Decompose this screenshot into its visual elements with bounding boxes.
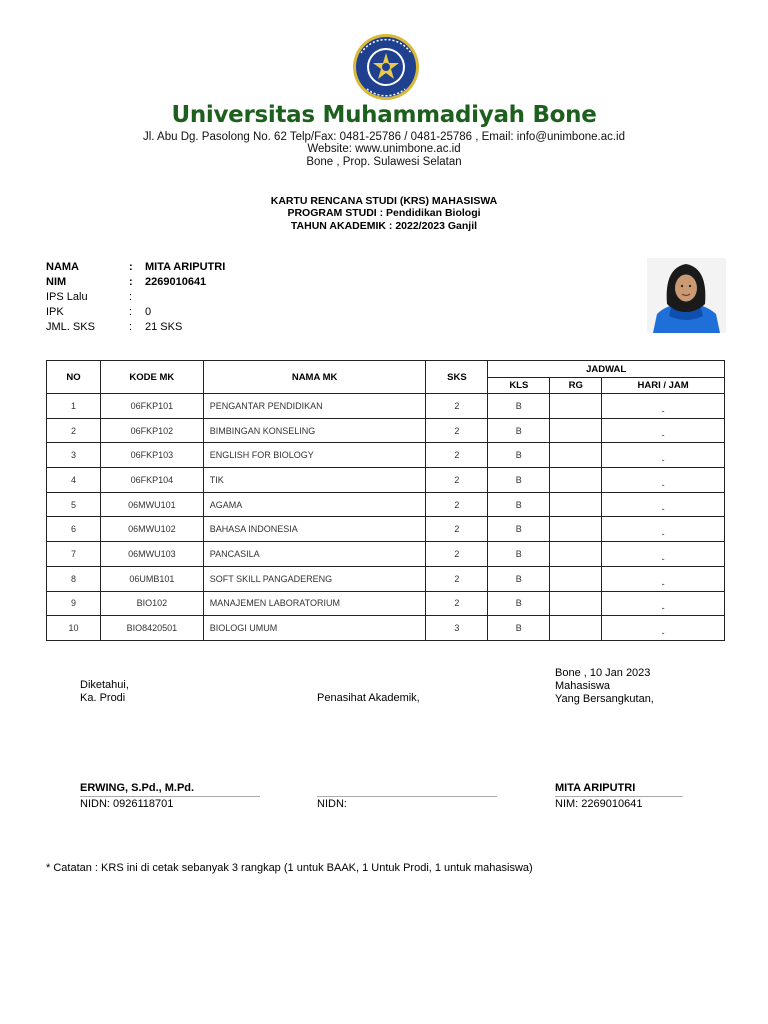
- table-row: [47, 443, 725, 468]
- colon: :: [129, 305, 133, 318]
- cell-kls: B: [488, 542, 550, 567]
- colon: :: [129, 290, 133, 303]
- address-line: Jl. Abu Dg. Pasolong No. 62 Telp/Fax: 0481-25786 / 0481-25786 , Email: info@unimbone.ac.id: [143, 131, 625, 143]
- cell-rg: [550, 394, 602, 419]
- table-row: [47, 566, 725, 591]
- cell-kode-mk: 06UMB101: [100, 566, 203, 591]
- colon: :: [129, 320, 133, 333]
- krs-table: [46, 360, 725, 641]
- table-row: [47, 542, 725, 567]
- cell-hari-jam: -: [602, 591, 725, 616]
- cell-hari-jam: -: [602, 394, 725, 419]
- cell-no: 8: [47, 566, 101, 591]
- ips-label: IPS Lalu: [46, 290, 88, 303]
- pa-signature-line: [317, 796, 497, 797]
- cell-sks: 2: [426, 394, 488, 419]
- prodi-nidn: NIDN: 0926118701: [80, 798, 174, 810]
- cell-nama-mk: ENGLISH FOR BIOLOGY: [203, 443, 426, 468]
- cell-kls: B: [488, 468, 550, 493]
- cell-no: 10: [47, 616, 101, 641]
- cell-no: 5: [47, 492, 101, 517]
- cell-rg: [550, 418, 602, 443]
- cell-kode-mk: 06MWU103: [100, 542, 203, 567]
- cell-rg: [550, 468, 602, 493]
- cell-sks: 2: [426, 418, 488, 443]
- cell-rg: [550, 517, 602, 542]
- prodi-signature-block: [80, 679, 129, 705]
- student-info: [46, 259, 225, 334]
- header-sks: SKS: [426, 361, 488, 394]
- cell-sks: 2: [426, 468, 488, 493]
- header-rg: RG: [550, 378, 602, 394]
- cell-no: 4: [47, 468, 101, 493]
- info-row-ips: [46, 289, 225, 304]
- table-row: [47, 468, 725, 493]
- nim-label: NIM: [46, 275, 67, 288]
- cell-nama-mk: AGAMA: [203, 492, 426, 517]
- cell-rg: [550, 492, 602, 517]
- cell-kode-mk: 06FKP101: [100, 394, 203, 419]
- header-kls: KLS: [488, 378, 550, 394]
- cell-sks: 2: [426, 443, 488, 468]
- cell-kls: B: [488, 566, 550, 591]
- cell-nama-mk: BIOLOGI UMUM: [203, 616, 426, 641]
- cell-kode-mk: 06MWU101: [100, 492, 203, 517]
- cell-nama-mk: BAHASA INDONESIA: [203, 517, 426, 542]
- info-row-nama: [46, 259, 225, 274]
- cell-hari-jam: -: [602, 418, 725, 443]
- signature-date: Bone , 10 Jan 2023: [555, 667, 651, 679]
- info-row-sks: [46, 319, 225, 334]
- header-jadwal: JADWAL: [488, 361, 725, 378]
- cell-no: 2: [47, 418, 101, 443]
- cell-nama-mk: BIMBINGAN KONSELING: [203, 418, 426, 443]
- student-signature-block: [555, 667, 654, 706]
- document-title: KARTU RENCANA STUDI (KRS) MAHASISWA: [270, 195, 498, 207]
- cell-kode-mk: 06FKP104: [100, 468, 203, 493]
- tahun-akademik: TAHUN AKADEMIK : 2022/2023 Ganjil: [290, 220, 478, 232]
- cell-no: 6: [47, 517, 101, 542]
- cell-hari-jam: -: [602, 517, 725, 542]
- table-row: [47, 418, 725, 443]
- diketahui-label: Diketahui,: [80, 679, 129, 691]
- cell-kls: B: [488, 418, 550, 443]
- table-row: [47, 394, 725, 419]
- cell-kls: B: [488, 591, 550, 616]
- table-row: [47, 591, 725, 616]
- cell-kls: B: [488, 443, 550, 468]
- cell-rg: [550, 443, 602, 468]
- cell-kls: B: [488, 492, 550, 517]
- cell-nama-mk: PANCASILA: [203, 542, 426, 567]
- student-photo: [647, 258, 726, 333]
- cell-no: 7: [47, 542, 101, 567]
- ipk-value: 0: [145, 305, 152, 318]
- cell-hari-jam: -: [602, 443, 725, 468]
- prodi-signature-line: [80, 796, 260, 797]
- cell-hari-jam: -: [602, 566, 725, 591]
- mahasiswa-label: Mahasiswa: [555, 680, 611, 692]
- penasihat-akademik-label: Penasihat Akademik,: [317, 692, 420, 704]
- university-name: Universitas Muhammadiyah Bone: [171, 102, 597, 128]
- cell-sks: 2: [426, 517, 488, 542]
- cell-kode-mk: 06MWU102: [100, 517, 203, 542]
- colon: :: [129, 275, 133, 288]
- sks-label: JML. SKS: [46, 320, 95, 333]
- header-kode-mk: KODE MK: [100, 361, 203, 394]
- cell-rg: [550, 616, 602, 641]
- header-hari-jam: HARI / JAM: [602, 378, 725, 394]
- nama-label: NAMA: [46, 260, 79, 273]
- nama-value: MITA ARIPUTRI: [145, 260, 226, 273]
- prodi-name: ERWING, S.Pd., M.Pd.: [80, 782, 195, 794]
- cell-kls: B: [488, 394, 550, 419]
- ka-prodi-label: Ka. Prodi: [80, 692, 126, 704]
- colon: :: [129, 260, 133, 273]
- cell-hari-jam: -: [602, 616, 725, 641]
- catatan-note: * Catatan : KRS ini di cetak sebanyak 3 rangkap (1 untuk BAAK, 1 Untuk Prodi, 1 untuk mahasiswa): [46, 862, 533, 874]
- cell-no: 9: [47, 591, 101, 616]
- cell-rg: [550, 591, 602, 616]
- info-row-ipk: [46, 304, 225, 319]
- location-line: Bone , Prop. Sulawesi Selatan: [306, 156, 462, 168]
- cell-kode-mk: 06FKP102: [100, 418, 203, 443]
- student-signature-line: [555, 796, 683, 797]
- cell-nama-mk: SOFT SKILL PANGADERENG: [203, 566, 426, 591]
- cell-kls: B: [488, 616, 550, 641]
- cell-rg: [550, 542, 602, 567]
- cell-rg: [550, 566, 602, 591]
- cell-hari-jam: -: [602, 468, 725, 493]
- program-studi: PROGRAM STUDI : Pendidikan Biologi: [287, 207, 481, 219]
- cell-kode-mk: BIO102: [100, 591, 203, 616]
- cell-hari-jam: -: [602, 492, 725, 517]
- cell-kode-mk: BIO8420501: [100, 616, 203, 641]
- university-seal-icon: [349, 33, 423, 101]
- table-row: [47, 616, 725, 641]
- ipk-label: IPK: [46, 305, 64, 318]
- student-name-signature: MITA ARIPUTRI: [555, 782, 636, 794]
- cell-sks: 2: [426, 591, 488, 616]
- sks-value: 21 SKS: [145, 320, 183, 333]
- cell-nama-mk: PENGANTAR PENDIDIKAN: [203, 394, 426, 419]
- cell-kls: B: [488, 517, 550, 542]
- cell-no: 3: [47, 443, 101, 468]
- cell-no: 1: [47, 394, 101, 419]
- cell-sks: 2: [426, 542, 488, 567]
- cell-nama-mk: MANAJEMEN LABORATORIUM: [203, 591, 426, 616]
- info-row-nim: [46, 274, 225, 289]
- website-line: Website: www.unimbone.ac.id: [307, 143, 461, 155]
- yang-bersangkutan-label: Yang Bersangkutan,: [555, 693, 654, 705]
- header-no: NO: [47, 361, 101, 394]
- cell-hari-jam: -: [602, 542, 725, 567]
- cell-sks: 3: [426, 616, 488, 641]
- cell-sks: 2: [426, 492, 488, 517]
- table-row: [47, 492, 725, 517]
- cell-kode-mk: 06FKP103: [100, 443, 203, 468]
- table-row: [47, 517, 725, 542]
- pa-nidn: NIDN:: [317, 798, 347, 810]
- header-nama-mk: NAMA MK: [203, 361, 426, 394]
- cell-sks: 2: [426, 566, 488, 591]
- student-nim-signature: NIM: 2269010641: [555, 798, 643, 810]
- cell-nama-mk: TIK: [203, 468, 426, 493]
- nim-value: 2269010641: [145, 275, 207, 288]
